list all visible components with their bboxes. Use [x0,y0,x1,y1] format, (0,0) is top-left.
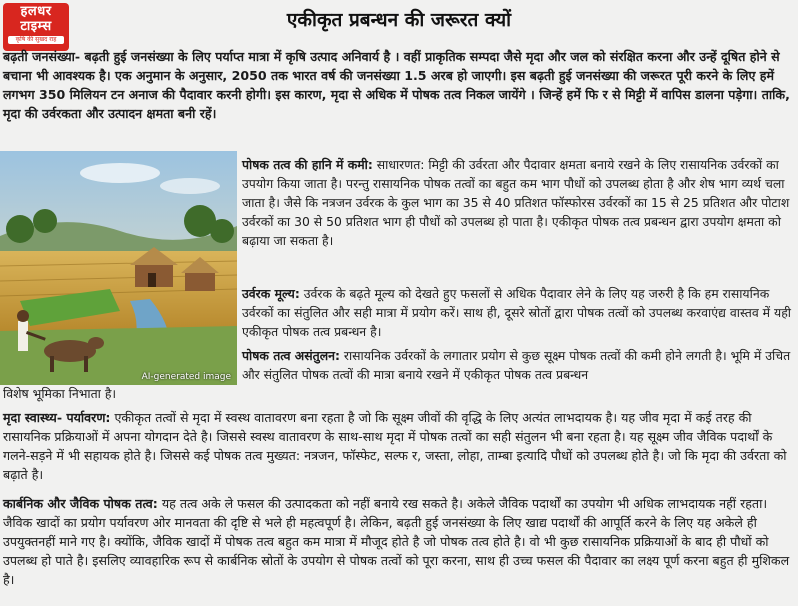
farm-illustration [0,151,237,385]
fertilizer-price-heading: उर्वरक मूल्य: [242,286,300,301]
intro-text: बढ़ती हुई जनसंख्या के लिए पर्याप्त मात्रा में कृषि उत्पाद अनिवार्य है । वहीं प्राकृतिक सम्पदा जैसे मृदा और जल को संरक्षित करना और उन्हें दूषित होने से बचाना भी आवश्यक है। एक अनुमान के अनुसार, 2050 तक भारत वर्ष की जनसंख्या 1.5 अरब हो जाएगी। इस बढ़ती हुई जनसंख्या की जरूरत पूरी करने के लिए हमें लगभग 350 मिलियन टन अनाज की पैदावार करनी होगी। इस कारण, मृदा से अधिक में पोषक तत्व निकल जायेंगे । जिन्हें हमें फि र से मिट्टी में वापिस डालना पड़ेगा। ताकि, मृदा की उर्वरकता और उत्पादन क्षमता बनी रहें। [3,49,790,121]
fertilizer-price-paragraph [242,284,797,341]
carbonic-organic-heading: कार्बनिक और जैविक पोषक तत्व: [3,496,158,511]
nutrient-loss-heading: पोषक तत्व की हानि में कमी: [242,157,373,172]
nutrient-imbalance-text: रासायनिक उर्वरकों के लगातार प्रयोग से कुछ सूक्ष्म पोषक तत्वों की कमी होने लगती है। भूमि में उचित और संतुलित पोषक तत्वों की मात्रा बनाये रखने में एकीकृत पोषक तत्व प्रबन्धन [242,348,791,382]
nutrient-imbalance-paragraph [242,346,797,384]
soil-health-paragraph [3,408,795,484]
nutrient-imbalance-heading: पोषक तत्व असंतुलन: [242,348,340,363]
soil-health-heading: मृदा स्वास्थ्य- पर्यावरण: [3,410,111,425]
carbonic-organic-paragraph [3,494,795,589]
soil-health-text: एकीकृत तत्वों से मृदा में स्वस्थ वातावरण बना रहता है जो कि सूक्ष्म जीवों की वृद्धि के लिए अत्यंत लाभदायक है। यह जीव मृदा में कई तरह की रासायनिक प्रक्रियाओं में अपना योगदान देते है। जिससे स्वस्थ वातावरण के साथ-साथ मृदा में पोषक तत्वों का सही संतुलन भी बना रहता है। यह सूक्ष्म जीव जैविक पदार्थों के गलने-सड़ने में भी सहायक होते है। जिससे कई पोषक तत्व मुख्यत: नत्रजन, फॉस्फेट, सल्फ र, जस्ता, लोहा, ताम्बा इत्यादि पौधों को उपलब्ध होते है। जो कि मृदा की उर्वरता को बढ़ाते है। [3,410,787,482]
nutrient-loss-text: साधारणत: मिट्टी की उर्वरता और पैदावार क्षमता बनाये रखने के लिए रासायनिक उर्वरकों का उपयोग किया जाता है। परन्तु रासायनिक पोषक तत्वों का बहुत कम भाग पौधों को उपलब्ध होता है और शेष भाग व्यर्थ चला जाता है। जैसे कि नत्रजन उर्वरक के कुल भाग का 35 से 40 प्रतिशत फॉस्फोरस उर्वरकों का 15 से 25 प्रतिशत और पोटाश उर्वरकों का 30 से 50 प्रतिशत भाग ही पौधों को उपलब्ध हो पाता है। एकीकृत पोषक तत्व प्रबन्धन द्वारा उपयोग क्षमता को बढ़ाया जा सकता है। [242,157,790,248]
logo-line-2: टाइम्स [20,19,52,34]
farm-scene-graphic [0,151,237,385]
ai-generated-label: AI-generated image [141,372,231,382]
logo-line-1: हलधर [20,4,52,19]
intro-paragraph [3,47,795,123]
intro-heading: बढ़ती जनसंख्या- [3,49,81,64]
carbonic-organic-text: यह तत्व अके ले फसल की उत्पादकता को नहीं बनाये रख सकते है। अकेले जैविक पदार्थों का उपयोग भी अधिक लाभदायक नहीं रहता। जैविक खादों का प्रयोग पर्यावरण ओर मानवता की दृष्टि से भले ही महत्वपूर्ण है। लेकिन, बढ़ती हुई जनसंख्या के लिए खाद्य पदार्थों की आपूर्ति करने के लिए यह अकेले ही उपयुक्तनहीं माने गए है। क्योंकि, जैविक खादों में पोषक तत्व बहुत कम मात्रा में मौजूद होते है जो पोषक तत्व होते है। वो भी कुछ रासायनिक प्रक्रियाओं के बाद ही पौधों को उपलब्ध हो पाते है। इसलिए व्यावहारिक रूप से कार्बनिक स्रोतों के उपयोग से पोषक तत्वों को पूरा करना, साथ ही उच्च फसल की पैदावार का लक्ष्य पूर्ण करना बहुत ही मुशिकल है। [3,496,790,587]
article-title: एकीकृत प्रबन्धन की जरूरत क्यों [286,9,512,31]
nutrient-imbalance-continuation: विशेष भूमिका निभाता है। [3,386,117,401]
nutrient-loss-paragraph [242,155,797,250]
logo-tagline: कृषि की सुखद राह [8,36,64,44]
fertilizer-price-text: उर्वरक के बढ़ते मूल्य को देखते हुए फसलों से अधिक पैदावार लेने के लिए यह जरुरी है कि हम रासायनिक उर्वरकों का संतुलित और सही मात्रा में प्रयोग करें। साथ ही, दूसरे स्रोतों द्वारा पोषक तत्वों को उपलब्ध करवाएंद्य वास्तव में यही एकीकृत पोषक तत्व प्रबन्धन है। [242,286,791,339]
